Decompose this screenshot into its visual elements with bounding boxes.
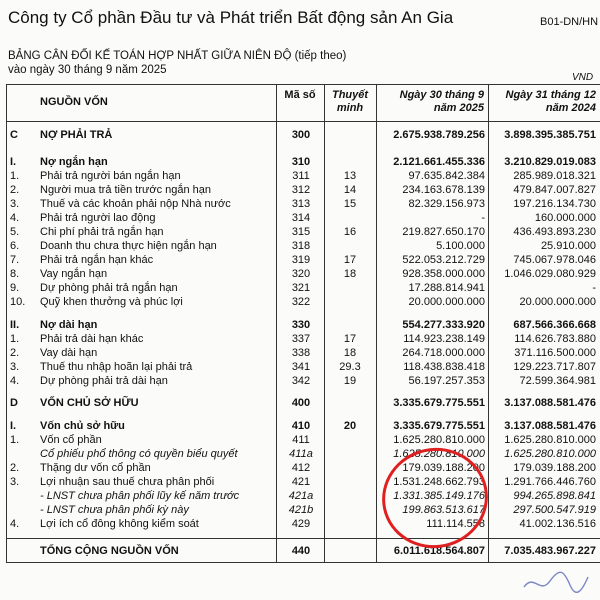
row-number: 7. xyxy=(10,254,20,266)
table-row xyxy=(0,211,600,225)
row-number: 9. xyxy=(10,282,20,294)
row-value-2025: 554.277.333.920 xyxy=(402,319,485,331)
table-row xyxy=(0,360,600,374)
row-label: NỢ PHẢI TRẢ xyxy=(40,129,113,141)
row-label: Lợi ích cổ đông không kiểm soát xyxy=(40,518,199,530)
table-row xyxy=(0,155,600,169)
row-number: 10. xyxy=(10,296,26,308)
row-value-2025: 234.163.678.139 xyxy=(402,184,485,196)
row-value-2024: 3.137.088.581.476 xyxy=(504,420,596,432)
row-note: 29.3 xyxy=(339,361,361,373)
row-code: 337 xyxy=(291,333,311,345)
row-note: 15 xyxy=(343,198,357,210)
col-header-code: Mã số xyxy=(284,89,316,101)
table-row xyxy=(0,267,600,281)
row-number: 2. xyxy=(10,462,20,474)
row-value-2024: 371.116.500.000 xyxy=(514,347,596,359)
row-code: 429 xyxy=(291,518,311,530)
row-value-2024: 436.493.893.230 xyxy=(513,226,596,238)
row-code: 319 xyxy=(291,254,311,266)
row-value-2025: 264.718.000.000 xyxy=(402,347,485,359)
currency-label: VND xyxy=(572,72,594,83)
row-code: 314 xyxy=(291,212,311,224)
table-row xyxy=(0,517,600,531)
row-value-2024: 1.291.766.446.760 xyxy=(504,476,596,488)
row-code: 320 xyxy=(291,268,311,280)
row-value-2024: 179.039.188.200 xyxy=(513,462,596,474)
row-number: C xyxy=(10,129,18,141)
row-label: Quỹ khen thưởng và phúc lợi xyxy=(40,296,183,308)
row-value-2025: - xyxy=(481,212,485,224)
report-date: vào ngày 30 tháng 9 năm 2025 xyxy=(8,64,167,76)
row-label: Nợ dài hạn xyxy=(40,319,98,331)
row-value-2024: 25.910.000 xyxy=(540,240,596,252)
row-number: 1. xyxy=(10,434,20,446)
row-label: Phải trả người bán ngắn hạn xyxy=(40,170,181,182)
row-note: 17 xyxy=(343,254,357,266)
row-code: 315 xyxy=(291,226,311,238)
row-number: 4. xyxy=(10,212,20,224)
row-value-2024: 114.626.783.880 xyxy=(514,333,596,345)
col-header-period2: Ngày 31 tháng 12 năm 2024 xyxy=(505,89,596,114)
row-code: 421a xyxy=(288,490,314,502)
row-code: 421b xyxy=(288,504,314,516)
row-value-2024: 745.067.978.046 xyxy=(513,254,596,266)
table-row xyxy=(0,489,600,503)
col-header-label: NGUỒN VỐN xyxy=(40,96,108,108)
row-code: 330 xyxy=(291,319,311,331)
row-value-2025: 179.039.188.200 xyxy=(402,462,485,474)
row-number: 3. xyxy=(10,198,20,210)
row-label: Phải trả dài hạn khác xyxy=(40,333,144,345)
row-code: 412 xyxy=(291,462,311,474)
row-number: 1. xyxy=(10,333,20,345)
row-code: 440 xyxy=(291,545,311,557)
row-note: 18 xyxy=(343,347,357,359)
row-value-2025: 1.625.280.810.000 xyxy=(393,434,485,446)
row-value-2025: 199.863.513.617 xyxy=(402,504,485,516)
table-row xyxy=(0,169,600,183)
row-label: - LNST chưa phân phối lũy kế năm trước xyxy=(40,490,240,502)
table-row xyxy=(0,332,600,346)
row-value-2025: 2.675.938.789.256 xyxy=(393,129,485,141)
row-value-2024: 41.002.136.516 xyxy=(519,518,596,530)
table-row xyxy=(0,447,600,461)
table-row xyxy=(0,128,600,142)
row-value-2024: 197.216.134.730 xyxy=(513,198,596,210)
header-divider xyxy=(6,121,600,122)
table-row xyxy=(0,295,600,309)
row-value-2025: 17.288.814.941 xyxy=(408,282,485,294)
row-number: 3. xyxy=(10,361,20,373)
row-code: 338 xyxy=(291,347,311,359)
table-row xyxy=(0,503,600,517)
row-number: II. xyxy=(10,319,20,331)
row-code: 321 xyxy=(291,282,311,294)
col-header-note: Thuyết minh xyxy=(331,89,369,114)
row-value-2025: 82.329.156.973 xyxy=(408,198,485,210)
row-number: 6. xyxy=(10,240,20,252)
row-value-2024: 129.223.717.807 xyxy=(513,361,596,373)
row-value-2025: 1.331.385.149.176 xyxy=(393,490,485,502)
row-value-2025: 20.000.000.000 xyxy=(408,296,485,308)
row-label: Người mua trả tiền trước ngắn hạn xyxy=(40,184,212,196)
row-value-2025: 3.335.679.775.551 xyxy=(393,420,485,432)
row-value-2024: 1.046.029.080.929 xyxy=(504,268,596,280)
row-value-2024: 3.137.088.581.476 xyxy=(504,397,596,409)
table-row xyxy=(0,318,600,332)
row-label: Cổ phiếu phổ thông có quyền biểu quyết xyxy=(40,448,238,460)
row-number: 2. xyxy=(10,184,20,196)
row-value-2025: 1.531.248.662.793 xyxy=(393,476,485,488)
row-value-2024: 1.625.280.810.000 xyxy=(504,434,596,446)
row-code: 313 xyxy=(291,198,311,210)
row-label: Vay dài hạn xyxy=(40,347,98,359)
row-value-2025: 1.625.280.810.000 xyxy=(393,448,485,460)
row-label: Nợ ngắn hạn xyxy=(40,156,108,168)
table-row xyxy=(0,461,600,475)
row-code: 310 xyxy=(291,156,311,168)
table-row xyxy=(0,419,600,433)
row-label: Phải trả ngắn hạn khác xyxy=(40,254,154,266)
row-label: Thuế và các khoản phải nộp Nhà nước xyxy=(40,198,231,210)
row-number: 3. xyxy=(10,476,20,488)
row-value-2025: 2.121.661.455.336 xyxy=(393,156,485,168)
row-number: 5. xyxy=(10,226,20,238)
row-value-2025: 114.923.238.149 xyxy=(403,333,485,345)
row-label: Doanh thu chưa thực hiện ngắn hạn xyxy=(40,240,217,252)
row-value-2024: 7.035.483.967.227 xyxy=(504,545,596,557)
row-code: 341 xyxy=(291,361,311,373)
row-value-2024: 3.898.395.385.751 xyxy=(504,129,596,141)
row-value-2024: 160.000.000 xyxy=(534,212,596,224)
row-value-2025: 56.197.257.353 xyxy=(408,375,485,387)
row-note: 18 xyxy=(343,268,357,280)
row-number: I. xyxy=(10,156,17,168)
pen-mark xyxy=(520,565,590,595)
row-note: 13 xyxy=(343,170,357,182)
row-value-2024: 285.989.018.321 xyxy=(513,170,596,182)
table-row xyxy=(0,253,600,267)
row-label: Thuế thu nhập hoãn lại phải trả xyxy=(40,361,193,373)
form-code: B01-DN/HN xyxy=(540,16,599,28)
table-row xyxy=(0,197,600,211)
row-value-2024: 994.265.898.841 xyxy=(513,490,596,502)
table-row xyxy=(0,475,600,489)
company-name: Công ty Cổ phần Đầu tư và Phát triển Bất động sản An Gia xyxy=(8,8,454,27)
row-value-2024: 479.847.007.827 xyxy=(513,184,596,196)
col-header-period1: Ngày 30 tháng 9 năm 2025 xyxy=(399,89,484,114)
row-code: 300 xyxy=(291,129,311,141)
row-code: 322 xyxy=(291,296,311,308)
row-label: Phải trả người lao động xyxy=(40,212,156,224)
row-label: Chi phí phải trả ngắn hạn xyxy=(40,226,164,238)
row-number: 2. xyxy=(10,347,20,359)
table-row xyxy=(0,346,600,360)
row-number: 1. xyxy=(10,170,20,182)
row-label: - LNST chưa phân phối kỳ này xyxy=(40,504,189,516)
table-row xyxy=(0,374,600,388)
row-value-2024: 297.500.547.919 xyxy=(513,504,596,516)
table-row xyxy=(0,225,600,239)
row-value-2025: 6.011.618.564.807 xyxy=(393,545,485,557)
row-number: 4. xyxy=(10,518,20,530)
row-code: 312 xyxy=(291,184,311,196)
row-note: 19 xyxy=(343,375,357,387)
row-code: 411 xyxy=(292,434,310,446)
row-value-2025: 5.100.000 xyxy=(436,240,485,252)
report-title: BẢNG CÂN ĐỐI KẾ TOÁN HỢP NHẤT GIỮA NIÊN ĐỘ (tiếp theo) xyxy=(8,50,347,62)
row-value-2025: 118.438.838.418 xyxy=(403,361,485,373)
row-number: 4. xyxy=(10,375,20,387)
row-number: I. xyxy=(10,420,17,432)
row-value-2024: 687.566.366.668 xyxy=(513,319,596,331)
table-row xyxy=(0,544,600,558)
row-value-2025: 219.827.650.170 xyxy=(402,226,485,238)
row-code: 342 xyxy=(291,375,311,387)
table-row xyxy=(0,396,600,410)
row-note: 16 xyxy=(343,226,357,238)
table-row xyxy=(0,281,600,295)
row-label: Thặng dư vốn cổ phần xyxy=(40,462,151,474)
total-divider xyxy=(6,538,600,539)
row-note: 14 xyxy=(343,184,357,196)
row-value-2025: 97.635.842.384 xyxy=(408,170,485,182)
row-value-2024: 3.210.829.019.083 xyxy=(504,156,596,168)
row-label: VỐN CHỦ SỞ HỮU xyxy=(40,397,139,409)
row-value-2024: - xyxy=(592,282,596,294)
row-code: 410 xyxy=(291,420,311,432)
row-code: 411a xyxy=(289,448,313,460)
row-number: D xyxy=(10,397,18,409)
row-note: 20 xyxy=(343,420,357,432)
row-label: TỔNG CỘNG NGUỒN VỐN xyxy=(40,545,179,557)
table-row xyxy=(0,433,600,447)
row-code: 318 xyxy=(291,240,311,252)
row-note: 17 xyxy=(343,333,357,345)
row-label: Vay ngắn hạn xyxy=(40,268,108,280)
row-label: Lợi nhuận sau thuế chưa phân phối xyxy=(40,476,215,488)
row-value-2024: 20.000.000.000 xyxy=(519,296,596,308)
row-label: Dự phòng phải trả ngắn hạn xyxy=(40,282,178,294)
row-label: Vốn chủ sở hữu xyxy=(40,420,125,432)
row-value-2025: 3.335.679.775.551 xyxy=(393,397,485,409)
row-code: 421 xyxy=(291,476,311,488)
row-value-2024: 1.625.280.810.000 xyxy=(504,448,596,460)
table-row xyxy=(0,183,600,197)
row-value-2025: 928.358.000.000 xyxy=(402,268,485,280)
row-value-2025: 111.114.558 xyxy=(426,518,485,530)
row-number: 8. xyxy=(10,268,20,280)
row-label: Vốn cổ phần xyxy=(40,434,102,446)
row-code: 311 xyxy=(292,170,310,182)
row-label: Dự phòng phải trả dài hạn xyxy=(40,375,168,387)
table-row xyxy=(0,239,600,253)
row-code: 400 xyxy=(291,397,311,409)
row-value-2025: 522.053.212.729 xyxy=(402,254,485,266)
row-value-2024: 72.599.364.981 xyxy=(519,375,596,387)
